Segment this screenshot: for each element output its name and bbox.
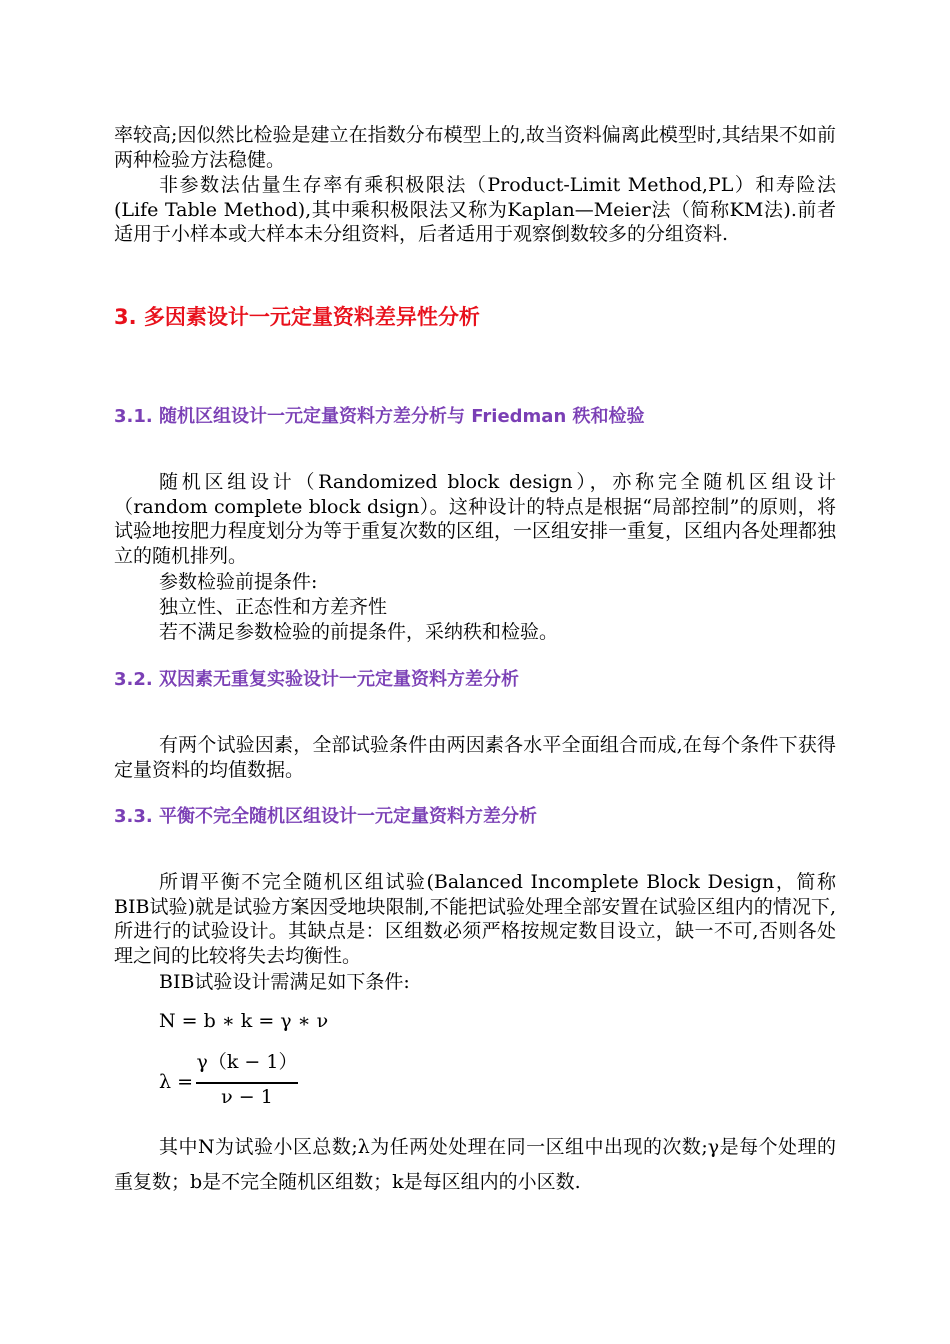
paragraph-bib-design: 所谓平衡不完全随机区组试验(Balanced Incomplete Block Design，简称BIB试验)就是试验方案因受地块限制,不能把试验处理全部安置在试验区组内的情况下,所进行的试验设计。其缺点是：区组数必须严格按规定数目设立，缺一不可,否则各处理之间的比较将失去均衡性。 <box>114 871 836 967</box>
paragraph-variable-definitions: 其中N为试验小区总数;λ为任两处处理在同一区组中出现的次数;γ是每个处理的重复数；b是不完全随机区组数；k是每区组内的小区数. <box>114 1136 836 1193</box>
text-line-assumptions: 独立性、正态性和方差齐性 <box>159 596 388 618</box>
section-heading-3: 3. 多因素设计一元定量资料差异性分析 <box>114 305 480 329</box>
paragraph-randomized-block: 随机区组设计（Randomized block design），亦称完全随机区组设计（random complete block dsign）。这种设计的特点是根据“局部控制”的原则，将试验地按肥力程度划分为等于重复次数的区组，一区组安排一重复，区组内各处理都独立的随机排列。 <box>114 471 837 567</box>
paragraph-two-factor: 有两个试验因素，全部试验条件由两因素各水平全面组合而成,在每个条件下获得定量资料的均值数据。 <box>114 734 836 781</box>
subsection-heading-3-1: 3.1. 随机区组设计一元定量资料方差分析与 Friedman 秩和检验 <box>114 406 645 427</box>
formula-lambda-lhs: λ = <box>159 1071 194 1093</box>
text-line-rank-test: 若不满足参数检验的前提条件，采纳秩和检验。 <box>159 621 559 643</box>
text-line-bib-conditions: BIB试验设计需满足如下条件: <box>159 971 410 993</box>
formula-lambda-numerator: γ（k − 1） <box>196 1051 298 1073</box>
formula-lambda-denominator: ν − 1 <box>221 1086 273 1108</box>
paragraph-continuation: 率较高;因似然比检验是建立在指数分布模型上的,故当资料偏离此模型时,其结果不如前两种检验方法稳健。 <box>114 124 836 171</box>
text-line-prerequisites: 参数检验前提条件: <box>159 571 318 593</box>
paragraph-nonparametric: 非参数法估量生存率有乘积极限法（Product-Limit Method,PL）和寿险法(Life Table Method),其中乘积极限法又称为Kaplan—Meier法（简称KM法).前者适用于小样本或大样本未分组资料，后者适用于观察倒数较多的分组资料. <box>114 174 836 245</box>
subsection-heading-3-3: 3.3. 平衡不完全随机区组设计一元定量资料方差分析 <box>114 806 537 827</box>
subsection-heading-3-2: 3.2. 双因素无重复实验设计一元定量资料方差分析 <box>114 669 519 690</box>
formula-n: N = b ∗ k = γ ∗ ν <box>159 1010 329 1032</box>
